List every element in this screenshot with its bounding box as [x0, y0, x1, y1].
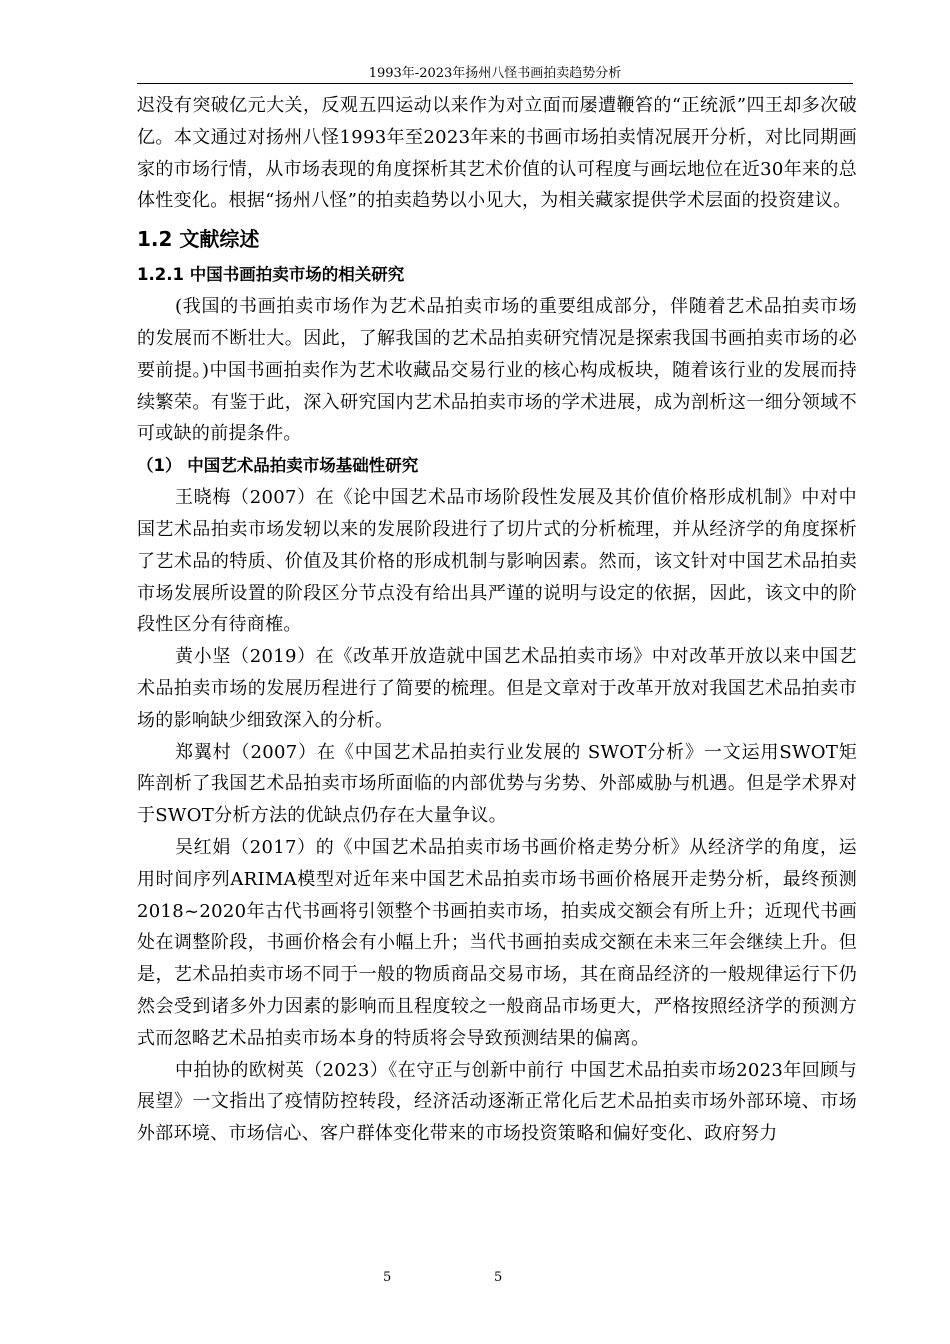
item-heading: （1） 中国艺术品拍卖市场基础性研究 [137, 456, 419, 476]
page-header: 1993年-2023年扬州八怪书画拍卖趋势分析 [368, 66, 622, 81]
header-rule [137, 83, 853, 84]
body-paragraph: 吴红娟（2017）的《中国艺术品拍卖市场书画价格走势分析》从经济学的角度，运用时间序列ARIMA模型对近年来中国艺术品拍卖市场书画价格展开走势分析，最终预测2018~2020年古代书画将引领整个书画拍卖市场，拍卖成交额会有所上升；近现代书画处在调整阶段，书画价格会有小幅上升；当代书画拍卖成交额在未来三年会继续上升。但是，艺术品拍卖市场不同于一般的物质商品交易市场，其在商品经济的一般规律运行下仍然会受到诸多外力因素的影响而且程度较之一般商品市场更大，严格按照经济学的预测方式而忽略艺术品拍卖市场本身的特质将会导致预测结果的偏离。 [137, 836, 857, 1049]
section-heading: 1.2 文献综述 [137, 227, 260, 252]
body-paragraph: 郑翼村（2007）在《中国艺术品拍卖行业发展的 SWOT分析》一文运用SWOT矩阵剖析了我国艺术品拍卖市场所面临的内部优势与劣势、外部威胁与机遇。但是学术界对于SWOT分析方法的优缺点仍存在大量争议。 [137, 741, 857, 827]
body-paragraph: 王晓梅（2007）在《论中国艺术品市场阶段性发展及其价值价格形成机制》中对中国艺术品拍卖市场发轫以来的发展阶段进行了切片式的分析梳理，并从经济学的角度探析了艺术品的特质、价值及其价格的形成机制与影响因素。然而，该文针对中国艺术品拍卖市场发展所设置的阶段区分节点没有给出具严谨的说明与设定的依据，因此，该文中的阶段性区分有待商榷。 [137, 487, 857, 636]
subsection-heading: 1.2.1 中国书画拍卖市场的相关研究 [137, 265, 405, 285]
page-body [137, 90, 857, 1150]
page-number: 5 [383, 1270, 392, 1285]
page-number: 5 [494, 1270, 503, 1285]
body-paragraph: 黄小坚（2019）在《改革开放造就中国艺术品拍卖市场》中对改革开放以来中国艺术品拍卖市场的发展历程进行了简要的梳理。但是文章对于改革开放对我国艺术品拍卖市场的影响缺少细致深入的分析。 [137, 646, 857, 731]
body-paragraph: 中拍协的欧树英（2023）《在守正与创新中前行 中国艺术品拍卖市场2023年回顾与展望》一文指出了疫情防控转段，经济活动逐渐正常化后艺术品拍卖市场外部环境、市场外部环境、市场信心、客户群体变化带来的市场投资策略和偏好变化、政府努力 [137, 1059, 857, 1145]
page-footer [0, 1270, 950, 1290]
subsection-paragraph: (我国的书画拍卖市场作为艺术品拍卖市场的重要组成部分，伴随着艺术品拍卖市场的发展而不断壮大。因此，了解我国的艺术品拍卖研究情况是探索我国书画拍卖市场的必要前提。)中国书画拍卖作为艺术收藏品交易行业的核心构成板块，随着该行业的发展而持续繁荣。有鉴于此，深入研究国内艺术品拍卖市场的学术进展，成为剖析这一细分领域不可或缺的前提条件。 [137, 296, 857, 445]
intro-paragraph: 迟没有突破亿元大关，反观五四运动以来作为对立面而屡遭鞭笞的“正统派”四王却多次破亿。本文通过对扬州八怪1993年至2023年来的书画市场拍卖情况展开分析，对比同期画家的市场行情，从市场表现的角度探析其艺术价值的认可程度与画坛地位在近30年来的总体性变化。根据“扬州八怪”的拍卖趋势以小见大，为相关藏家提供学术层面的投资建议。 [137, 95, 857, 212]
